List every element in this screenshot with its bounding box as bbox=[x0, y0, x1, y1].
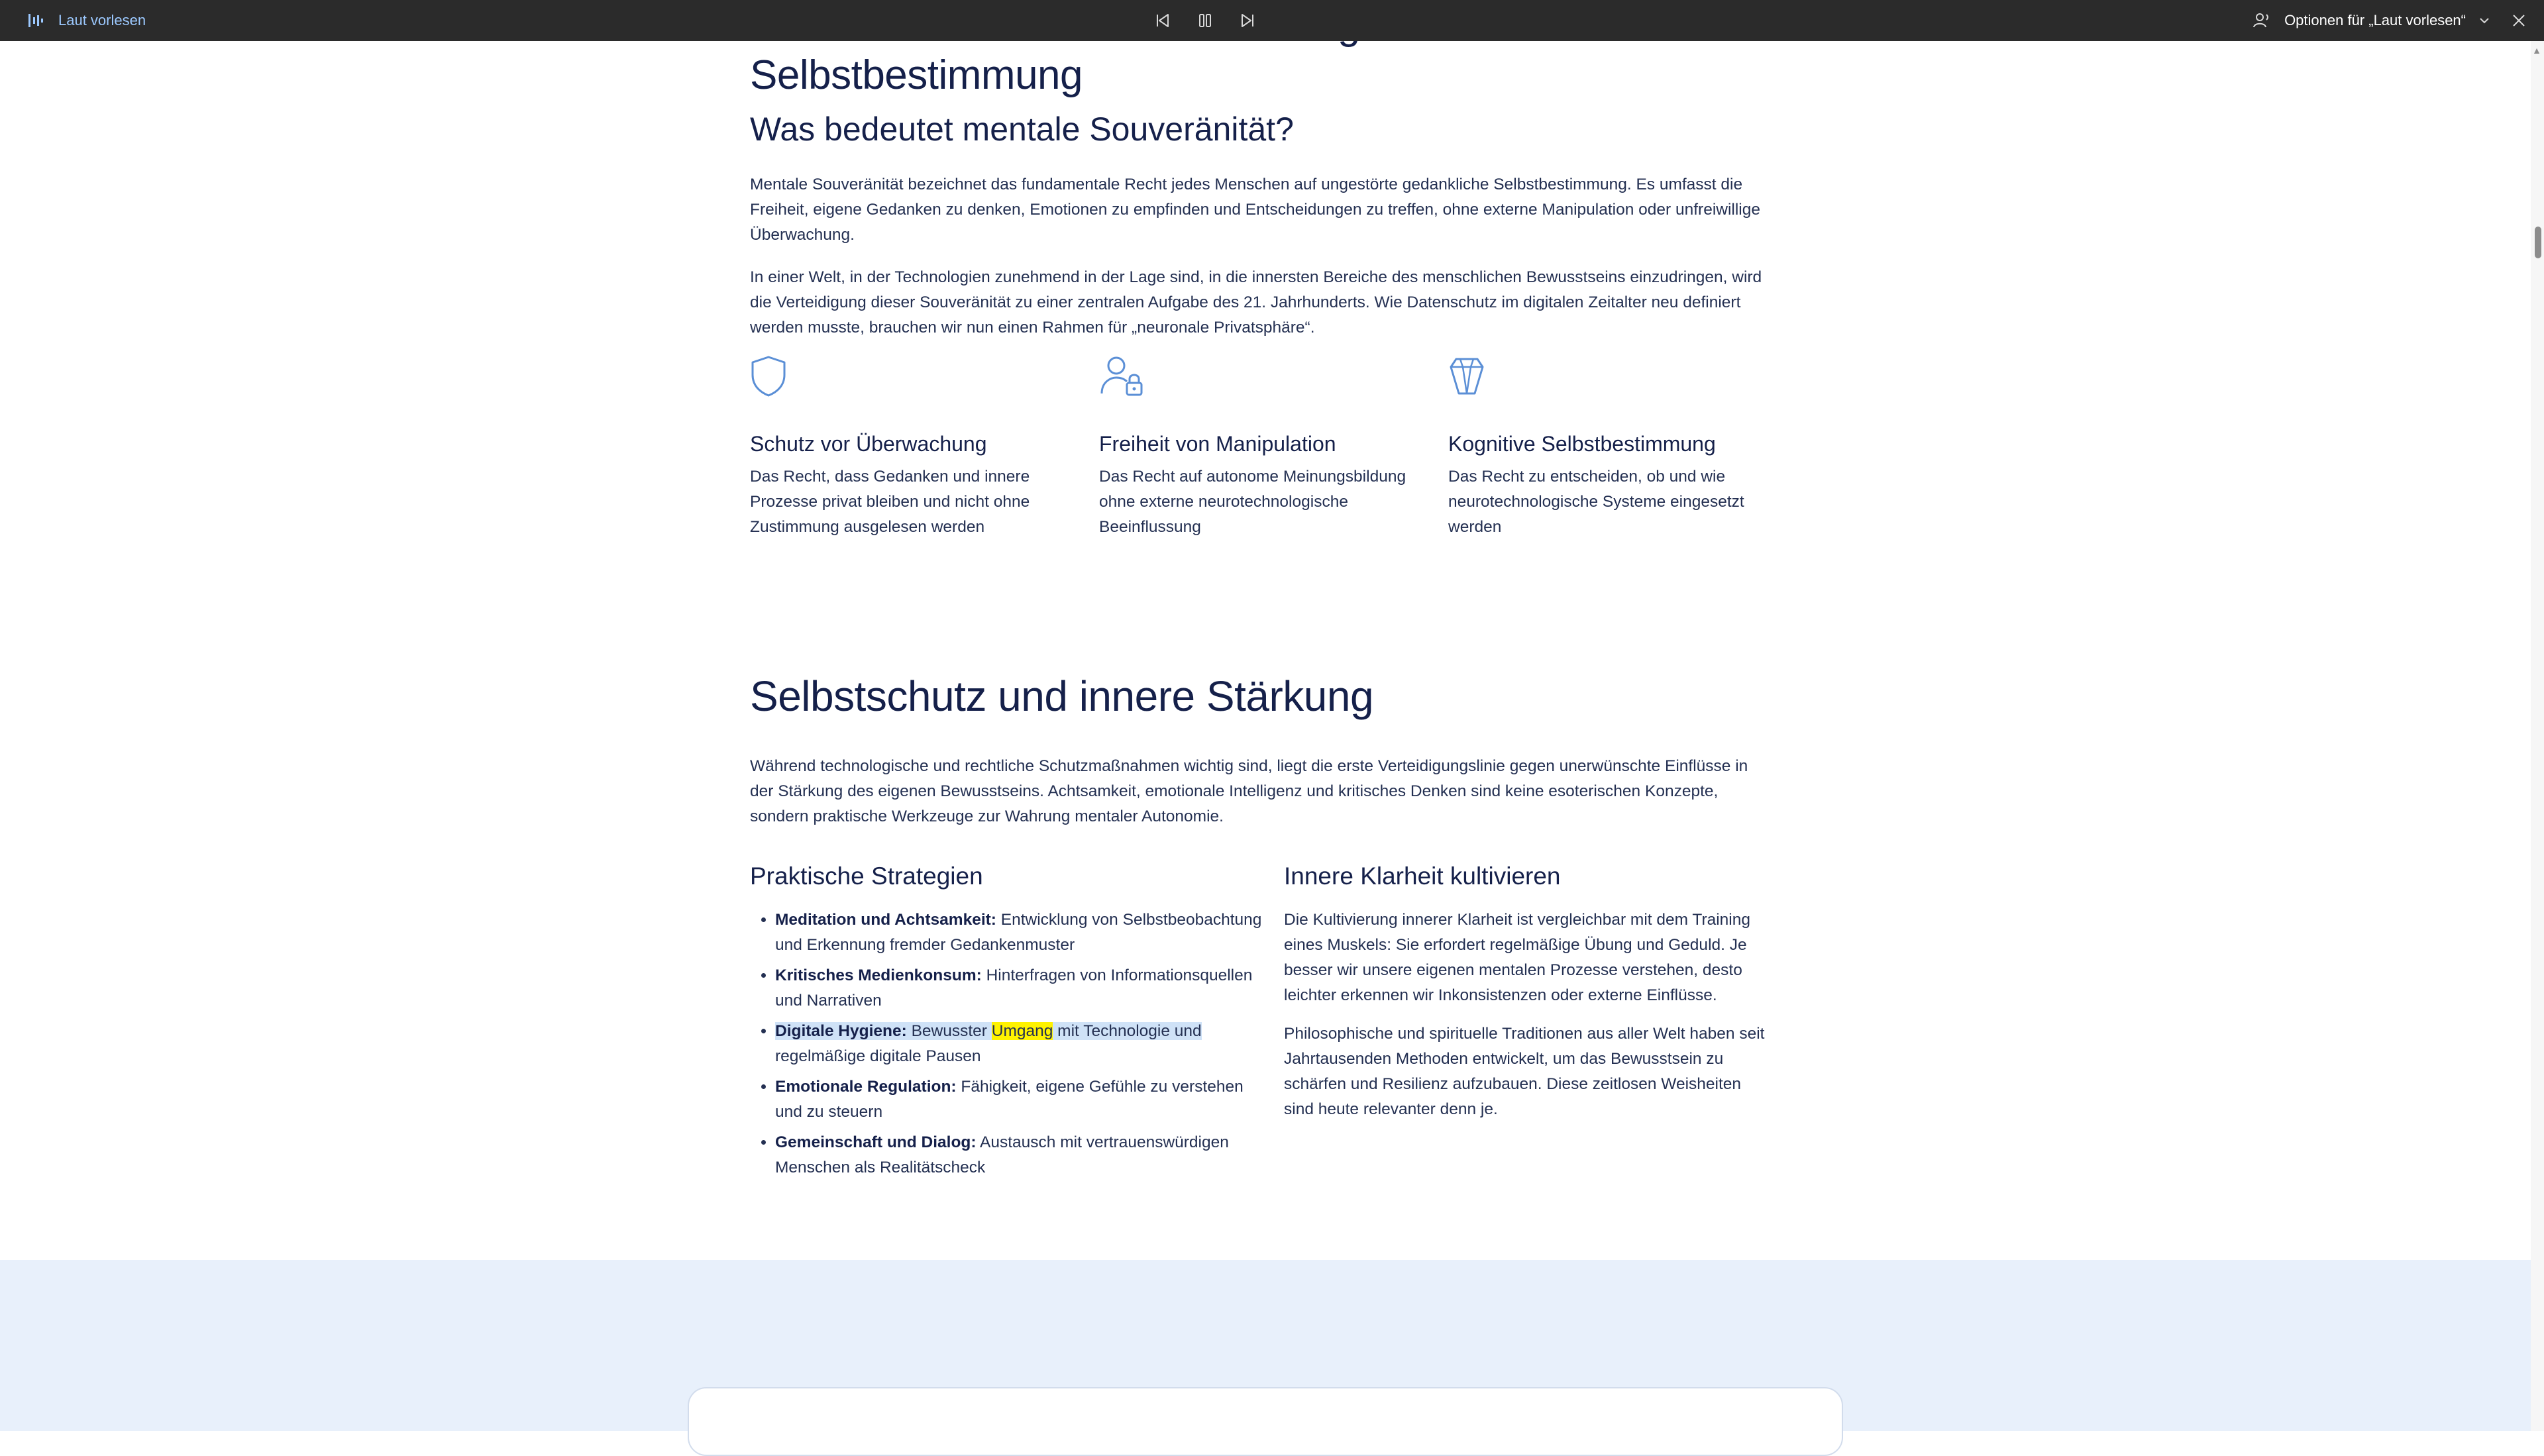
feature-surveillance bbox=[750, 355, 1068, 540]
list-item-text: mit Technologie und bbox=[1053, 1022, 1202, 1040]
voice-settings-icon[interactable] bbox=[2252, 12, 2271, 29]
list-item-text: Austausch mit vertrauenswürdigen Menschen als Realitätscheck bbox=[775, 1133, 1229, 1176]
reading-highlight bbox=[775, 1022, 1202, 1040]
read-aloud-button[interactable] bbox=[28, 0, 146, 41]
chevron-down-icon[interactable] bbox=[2479, 17, 2490, 25]
list-item-term: Kritisches Medienkonsum: bbox=[775, 966, 982, 984]
read-aloud-icon bbox=[28, 13, 45, 28]
feature-title: Schutz vor Überwachung bbox=[750, 432, 987, 456]
close-icon[interactable] bbox=[2512, 14, 2525, 27]
list-item-text: regelmäßige digitale Pausen bbox=[775, 1047, 981, 1065]
page-title-line2: Selbstbestimmung bbox=[750, 52, 1083, 98]
clarity-paragraph-1: Die Kultivierung innerer Klarheit ist vergleichbar mit dem Training eines Muskels: Sie erfordert regelmäßige Übung und Geduld. Je besser wir unsere eigenen mentalen Prozesse verstehen, desto leichter erkennen wir Inkonsistenzen oder externe Einflüsse. bbox=[1284, 911, 1751, 1004]
list-item-text: Entwicklung von Selbstbeobachtung und Erkennung fremder Gedankenmuster bbox=[775, 911, 1262, 954]
strategies-column bbox=[750, 862, 1265, 1186]
list-item bbox=[775, 1074, 1265, 1125]
feature-title: Freiheit von Manipulation bbox=[1099, 432, 1336, 456]
clarity-title: Innere Klarheit kultivieren bbox=[1284, 862, 1561, 890]
playback-controls bbox=[1153, 0, 1257, 41]
scrollbar-thumb[interactable] bbox=[2535, 227, 2541, 258]
next-icon[interactable] bbox=[1238, 11, 1257, 30]
clarity-paragraph-2: Philosophische und spirituelle Traditionen aus aller Welt haben seit Jahrtausenden Methoden entwickelt, um das Bewusstsein zu schärfen und Resilienz aufzubauen. Diese zeitlosen Weisheiten sind heute relevanter denn je. bbox=[1284, 1025, 1765, 1118]
scroll-up-icon[interactable]: ▲ bbox=[2532, 45, 2541, 56]
next-section-card bbox=[688, 1387, 1843, 1456]
list-item-term: Gemeinschaft und Dialog: bbox=[775, 1133, 977, 1151]
strategies-list bbox=[750, 908, 1265, 1180]
list-item bbox=[775, 963, 1265, 1014]
list-item-reading bbox=[775, 1019, 1265, 1069]
section-subtitle: Was bedeutet mentale Souveränität? bbox=[750, 111, 1294, 148]
feature-text: Das Recht zu entscheiden, ob und wie neurotechnologische Systeme eingesetzt werden bbox=[1448, 468, 1744, 536]
list-item-term: Digitale Hygiene: bbox=[775, 1022, 907, 1040]
person-lock-icon bbox=[1099, 355, 1417, 401]
clarity-column bbox=[1284, 862, 1774, 1122]
feature-manipulation bbox=[1099, 355, 1417, 540]
options-label[interactable]: Optionen für „Laut vorlesen“ bbox=[2284, 12, 2466, 28]
read-aloud-toolbar bbox=[0, 0, 2544, 41]
list-item bbox=[775, 1130, 1265, 1180]
pause-icon[interactable] bbox=[1195, 11, 1215, 30]
strategies-title: Praktische Strategien bbox=[750, 862, 983, 890]
list-item-text: Fähigkeit, eigene Gefühle zu verstehen und zu steuern bbox=[775, 1078, 1244, 1121]
section2-intro: Während technologische und rechtliche Schutzmaßnahmen wichtig sind, liegt die erste Verteidigungslinie gegen unerwünschte Einflüsse in der Stärkung des eigenen Bewusstseins. Achtsamkeit, emotionale Intelligenz und kritisches Denken sind keine esoterischen Konzepte, sondern praktische Werkzeuge zur Wahrung mentaler Autonomie. bbox=[750, 757, 1748, 825]
previous-icon[interactable] bbox=[1153, 11, 1173, 30]
feature-text: Das Recht auf autonome Meinungsbildung ohne externe neurotechnologische Beeinflussung bbox=[1099, 468, 1406, 536]
feature-cognitive bbox=[1448, 355, 1766, 540]
current-word-highlight: Umgang bbox=[991, 1022, 1053, 1040]
feature-title: Kognitive Selbstbestimmung bbox=[1448, 432, 1716, 456]
list-item-term: Emotionale Regulation: bbox=[775, 1078, 957, 1096]
vertical-scrollbar[interactable] bbox=[2531, 41, 2544, 1431]
list-item bbox=[775, 908, 1265, 958]
list-item-term: Meditation und Achtsamkeit: bbox=[775, 911, 996, 929]
shield-icon bbox=[750, 355, 1068, 401]
brain-crystal-icon bbox=[1448, 355, 1766, 401]
list-item-text: Bewusster bbox=[906, 1022, 992, 1040]
read-aloud-label: Laut vorlesen bbox=[58, 12, 146, 28]
feature-text: Das Recht, dass Gedanken und innere Prozesse privat bleiben und nicht ohne Zustimmung ausgelesen werden bbox=[750, 468, 1030, 536]
list-item-text: Hinterfragen von Informationsquellen und Narrativen bbox=[775, 966, 1253, 1010]
intro-paragraph-2: In einer Welt, in der Technologien zunehmend in der Lage sind, in die innersten Bereiche des menschlichen Bewusstseins einzudringen, wird die Verteidigung dieser Souveränität zu einer zentralen Aufgabe des 21. Jahrhunderts. Wie Datenschutz im digitalen Zeitalter neu definiert werden musste, brauchen wir nun einen Rahmen für „neuronale Privatsphäre“. bbox=[750, 268, 1762, 337]
intro-paragraph-1: Mentale Souveränität bezeichnet das fundamentale Recht jedes Menschen auf ungestörte gedankliche Selbstbestimmung. Es umfasst die Freiheit, eigene Gedanken zu denken, Emotionen zu empfinden und Entscheidungen zu treffen, ohne externe Manipulation oder unfreiwillige Überwachung. bbox=[750, 176, 1761, 244]
toolbar-right bbox=[2252, 0, 2525, 41]
section-title-self-protection: Selbstschutz und innere Stärkung bbox=[750, 672, 1374, 720]
